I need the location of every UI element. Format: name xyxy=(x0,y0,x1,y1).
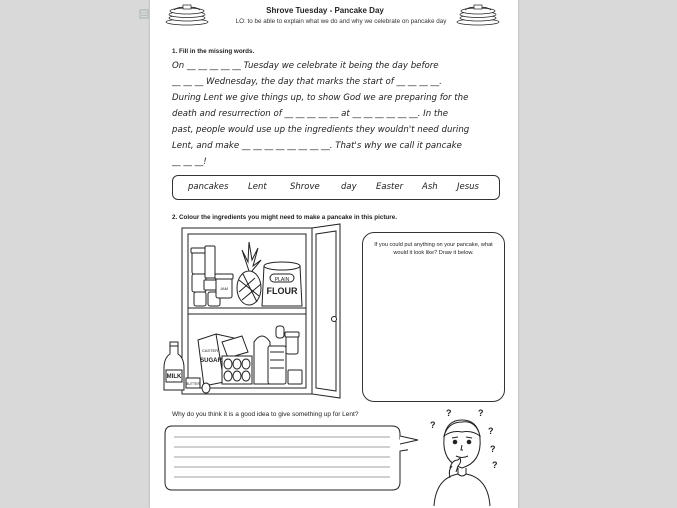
question-1-heading: 1. Fill in the missing words. xyxy=(172,48,255,55)
word-bank xyxy=(172,175,500,200)
word-bank-item: pancakes xyxy=(188,182,229,192)
question-1-line: __ __ __ Wednesday, the day that marks the start of __ __ __ __. xyxy=(172,77,442,87)
question-3-heading: Why do you think it is a good idea to give something up for Lent? xyxy=(172,411,359,418)
page-corner-icon xyxy=(139,6,149,16)
question-2-heading: 2. Colour the ingredients you might need to make a pancake in this picture. xyxy=(172,214,397,221)
thinking-boy-illustration xyxy=(422,408,502,506)
svg-text:?: ? xyxy=(488,426,494,436)
speech-bubble-pointer xyxy=(400,430,420,450)
milk-label: MILK xyxy=(166,374,182,380)
question-1-line: Lent, and make __ __ __ __ __ __ __ __. That's why we call it pancake xyxy=(172,141,462,151)
sugar-label: SUGAR xyxy=(200,358,222,364)
learning-objective: LO: to be able to explain what we do and why we celebrate on pancake day xyxy=(235,18,447,25)
draw-prompt: If you could put anything on your pancake, what would it look like? Draw it below. xyxy=(374,242,493,256)
question-1-line: past, people would use up the ingredients they wouldn't need during xyxy=(172,125,470,135)
cupboard-illustration xyxy=(158,222,358,400)
question-1-line: __ __ __! xyxy=(172,157,207,167)
answer-speech-bubble[interactable] xyxy=(164,425,408,491)
word-bank-item: day xyxy=(341,182,357,192)
word-bank-item: Ash xyxy=(422,182,438,192)
flour-brand-label: PLAIN xyxy=(274,277,290,283)
question-1-line: On __ __ __ __ __ Tuesday we celebrate it being the day before xyxy=(172,61,439,71)
svg-text:?: ? xyxy=(490,444,496,454)
svg-text:?: ? xyxy=(430,420,436,430)
svg-text:?: ? xyxy=(478,408,484,418)
word-bank-item: Easter xyxy=(376,182,404,192)
question-1-line: death and resurrection of __ __ __ __ __ at __ __ __ __ __ __. In the xyxy=(172,109,448,119)
butter-label: BUTTER xyxy=(186,382,200,386)
caster-label: CASTER xyxy=(201,348,219,353)
worksheet-title: Shrove Tuesday - Pancake Day xyxy=(266,6,384,15)
draw-area[interactable] xyxy=(362,232,505,402)
jam-label: JAM xyxy=(220,286,228,291)
svg-text:?: ? xyxy=(492,460,498,470)
flour-label: FLOUR xyxy=(266,286,298,296)
question-1-line: During Lent we give things up, to show God we are preparing for the xyxy=(172,93,469,103)
worksheet-page xyxy=(150,0,518,508)
word-bank-item: Jesus xyxy=(457,182,479,192)
word-bank-item: Shrove xyxy=(290,182,320,192)
word-bank-item: Lent xyxy=(248,182,267,192)
pancake-stack-icon xyxy=(164,2,210,26)
svg-text:?: ? xyxy=(446,408,452,418)
